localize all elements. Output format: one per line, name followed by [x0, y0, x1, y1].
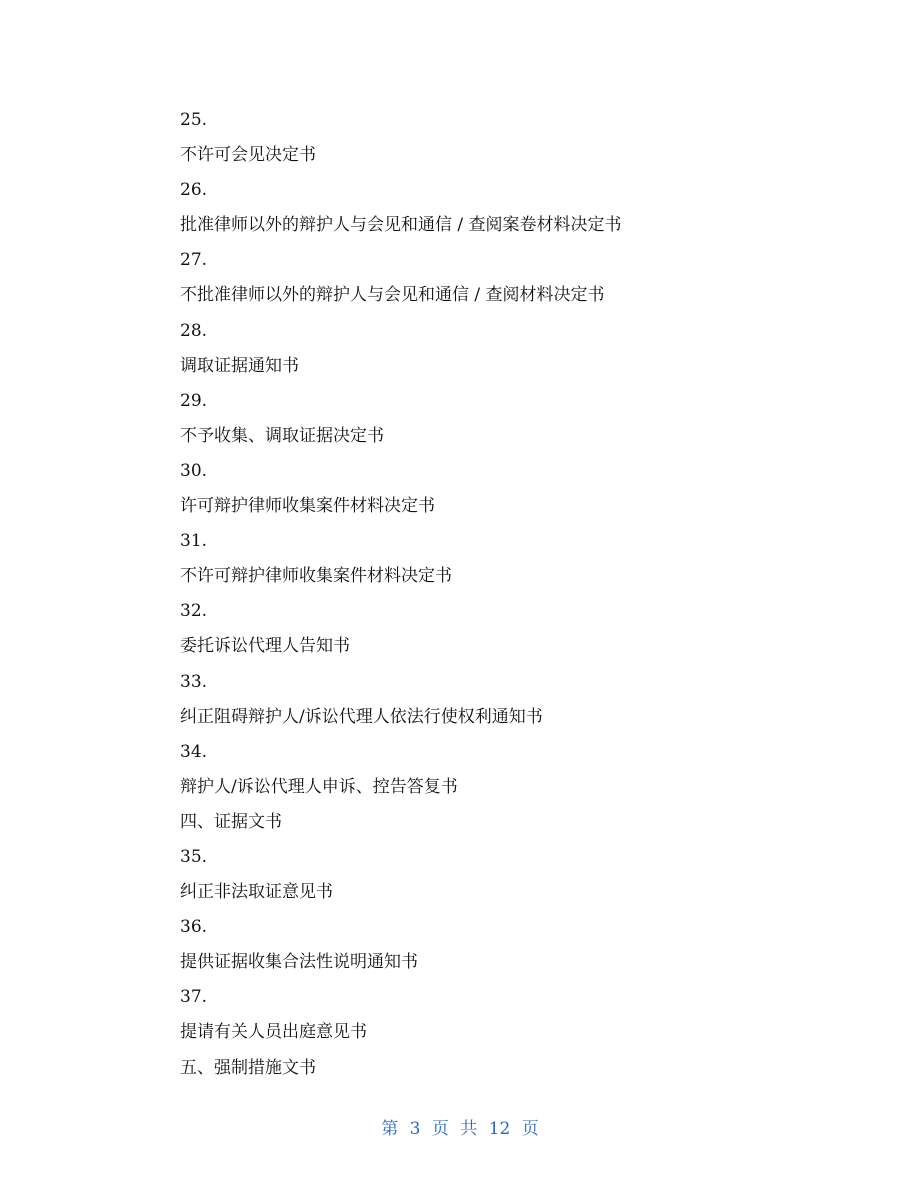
item-title: 不予收集、调取证据决定书: [180, 425, 384, 446]
item-number: 27.: [180, 250, 208, 271]
item-number: 36.: [180, 917, 208, 938]
item-number: 30.: [180, 460, 208, 481]
item-number: 28.: [180, 320, 208, 341]
item-title: 许可辩护律师收集案件材料决定书: [180, 496, 435, 517]
item-title: 辩护人/诉讼代理人申诉、控告答复书: [180, 776, 458, 797]
page-number-footer: 第 3 页 共 12 页: [381, 1119, 539, 1139]
section-heading: 四、证据文书: [180, 811, 282, 832]
item-number: 37.: [180, 987, 208, 1008]
item-title: 纠正非法取证意见书: [180, 882, 333, 903]
item-title: 调取证据通知书: [180, 355, 299, 376]
item-number: 34.: [180, 741, 208, 762]
item-number: 29.: [180, 390, 208, 411]
item-number: 35.: [180, 846, 208, 867]
item-title: 提供证据收集合法性说明通知书: [180, 952, 418, 973]
item-number: 26.: [180, 180, 208, 201]
section-heading: 五、强制措施文书: [180, 1057, 316, 1078]
document-body: [180, 108, 800, 1091]
item-title: 不许可会见决定书: [180, 145, 316, 166]
item-number: 31.: [180, 531, 208, 552]
item-number: 32.: [180, 601, 208, 622]
item-title: 批准律师以外的辩护人与会见和通信 / 查阅案卷材料决定书: [180, 215, 622, 236]
item-title: 纠正阻碍辩护人/诉讼代理人依法行使权利通知书: [180, 706, 543, 727]
item-number: 25.: [180, 110, 208, 130]
item-title: 不许可辩护律师收集案件材料决定书: [180, 566, 452, 587]
item-title: 不批准律师以外的辩护人与会见和通信 / 查阅材料决定书: [180, 285, 605, 306]
item-title: 委托诉讼代理人告知书: [180, 636, 350, 657]
item-title: 提请有关人员出庭意见书: [180, 1022, 367, 1043]
item-number: 33.: [180, 671, 208, 692]
